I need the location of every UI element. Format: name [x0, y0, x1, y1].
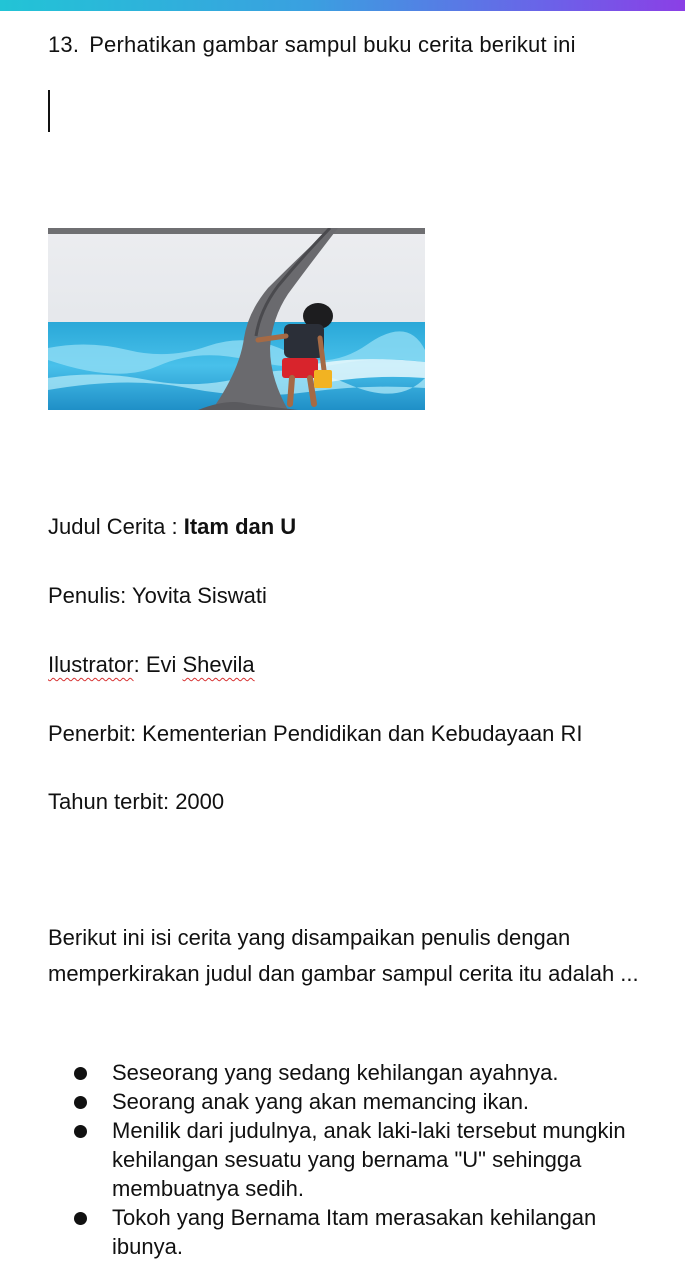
book-cover-image: [48, 228, 425, 410]
answer-option[interactable]: [66, 1116, 656, 1203]
question-text: Perhatikan gambar sampul buku cerita berikut ini: [89, 32, 576, 57]
book-year: Tahun terbit: 2000: [48, 789, 225, 814]
book-publisher: Penerbit: Kementerian Pendidikan dan Kebudayaan RI: [48, 721, 583, 746]
bullet-icon: [74, 1125, 87, 1138]
bullet-icon: [74, 1067, 87, 1080]
book-illustrator-line: [48, 652, 255, 678]
option-text: Seorang anak yang akan memancing ikan.: [112, 1089, 530, 1114]
option-text: Menilik dari judulnya, anak laki-laki tersebut mungkin kehilangan sesuatu yang bernama "U" sehingga membuatnya sedih.: [112, 1118, 626, 1201]
book-title-label: Judul Cerita :: [48, 514, 184, 539]
bullet-icon: [74, 1212, 87, 1225]
option-text: Seseorang yang sedang kehilangan ayahnya.: [112, 1060, 559, 1085]
text-cursor: [48, 90, 50, 132]
answer-option[interactable]: [66, 1087, 656, 1116]
illustrator-name: Shevila: [182, 652, 255, 677]
bullet-icon: [74, 1096, 87, 1109]
illustrator-separator: : Evi: [133, 652, 183, 677]
answer-options: [66, 1058, 656, 1261]
book-title-line: [48, 514, 296, 540]
illustrator-label: Ilustrator: [48, 652, 134, 677]
question-prompt: Berikut ini isi cerita yang disampaikan penulis dengan memperkirakan judul dan gambar sampul cerita itu adalah ...: [48, 925, 639, 986]
answer-option[interactable]: [66, 1058, 656, 1087]
book-author: Penulis: Yovita Siswati: [48, 583, 267, 608]
question-heading: [48, 32, 576, 58]
book-cover-illustration: [48, 228, 425, 410]
answer-option[interactable]: [66, 1203, 656, 1261]
option-text: Tokoh yang Bernama Itam merasakan kehilangan ibunya.: [112, 1205, 597, 1259]
book-title-value: Itam dan U: [183, 514, 297, 539]
question-number: 13.: [48, 32, 80, 57]
top-accent-bar: [0, 0, 685, 11]
